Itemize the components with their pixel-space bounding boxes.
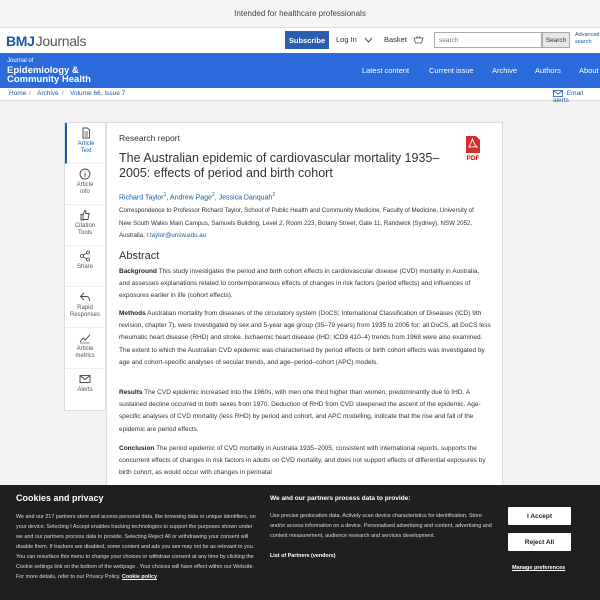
- logo-journals: Journals: [35, 32, 87, 49]
- journal-title-line1: Epidemiology &: [7, 65, 79, 76]
- tool-alerts[interactable]: [65, 369, 105, 410]
- article-type: Research report: [119, 133, 180, 143]
- tool-label: Citation: [74, 223, 96, 229]
- article-card: [106, 122, 503, 502]
- subscribe-button[interactable]: Subscribe: [285, 31, 329, 49]
- author-list: Richard Taylor$^1$, Andrew Page$^2$, Jessica Danquah$^2$: [119, 192, 276, 202]
- author-link[interactable]: Jessica Danquah: [218, 194, 273, 202]
- list-of-partners-link[interactable]: List of Partners (vendors): [270, 553, 336, 559]
- tool-label: metrics: [75, 352, 95, 359]
- nav-current-issue[interactable]: Current issue: [429, 66, 474, 75]
- author-link[interactable]: Richard Taylor: [119, 194, 164, 202]
- author-affiliation: 1: [163, 192, 167, 198]
- section-label: Background: [119, 268, 157, 275]
- tool-label: Article: [77, 141, 95, 147]
- journal-title[interactable]: [7, 57, 91, 84]
- login-button[interactable]: [336, 35, 373, 44]
- nav-archive[interactable]: Archive: [492, 66, 518, 75]
- tool-article-text[interactable]: [65, 123, 105, 164]
- breadcrumb-separator: /: [29, 90, 31, 97]
- advanced-search-line1: Advanced: [575, 32, 600, 38]
- tool-label: Rapid: [77, 305, 93, 311]
- cookie-body: We and our 217 partners store and access personal data, like browsing data or unique identifiers, on your device. Selecting I Accept enables tracking technologies to support the purposes shown under we and our partners process data to provide. Selecting Reject All or withdrawing your consent will disable them. If trackers are disabled, some content and ads you see may not be as relevant to you. You can resurface this menu to change your choices or withdraw consent at any time by clicking the Cookie settings link on the bottom of the webpage . Your choices will have effect within our Website. For more details, refer to our Privacy Policy.: [16, 514, 256, 580]
- cookie-text: [16, 512, 256, 582]
- tool-label: Share: [76, 264, 93, 270]
- abstract-heading: Abstract: [119, 250, 160, 262]
- pdf-download[interactable]: [465, 135, 481, 162]
- accept-button[interactable]: I Accept: [508, 507, 571, 525]
- basket-label: Basket: [384, 35, 407, 44]
- logo-bmj: BMJ: [6, 32, 35, 49]
- correspondence: [119, 205, 479, 243]
- breadcrumb: [0, 88, 600, 105]
- tool-article-info[interactable]: [65, 164, 105, 205]
- tool-label: Text: [80, 147, 92, 154]
- envelope-icon: [79, 373, 91, 385]
- manage-preferences-link[interactable]: Manage preferences: [512, 565, 566, 571]
- section-text: Australian mortality from diseases of the circulatory system (DoCS; International Classification of Diseases (ICD) 9th revision, chapter 7), were investigated by sex and 5-year age group (35–79 years) from 1935 to 2005 for: all DoCS, all DoCS less rheumatic heart disease (RHD) and stroke. Ischaemic heart disease (IHD; ICD9 410–4) trends from 1968 were also examined. The extent to which the Australian CVD epidemic was characterised by period effects or birth cohort effects was investigated by age and cohort-specific analyses of secular trends, and age–period–cohort (APC) models.: [119, 310, 491, 366]
- tool-share[interactable]: [65, 246, 105, 287]
- breadcrumb-home[interactable]: Home: [9, 90, 27, 97]
- thumbs-up-icon: [79, 209, 91, 221]
- pdf-icon: [465, 135, 481, 154]
- breadcrumb-separator: /: [62, 90, 64, 97]
- article-tools-sidebar: [64, 122, 106, 411]
- journal-title-line2: Community Health: [7, 74, 91, 85]
- section-label: Results: [119, 389, 143, 396]
- tool-label: info: [80, 188, 90, 195]
- reply-icon: [79, 291, 91, 303]
- article-title: The Australian epidemic of cardiovascular mortality 1935–2005: effects of period and birth cohort: [119, 151, 440, 180]
- abstract-background: [119, 266, 491, 303]
- journal-title-of: Journal of: [7, 58, 34, 64]
- info-icon: [79, 168, 91, 180]
- tool-article-metrics[interactable]: [65, 328, 105, 369]
- section-text: This study investigates the period and birth cohort effects in cardiovascular disease (CVD) mortality in Australia, and assesses explanations related to contemporaneous effects of changes in risk factors (period effects) and influences of exposures earlier in life (cohort effects).: [119, 268, 480, 300]
- envelope-icon: [553, 90, 563, 97]
- abstract-conclusion: [119, 443, 491, 480]
- pdf-label: PDF: [466, 155, 480, 162]
- tool-label: Article: [76, 346, 94, 352]
- basket-button[interactable]: [384, 35, 424, 45]
- hcp-notice: Intended for healthcare professionals: [234, 9, 366, 18]
- chart-icon: [79, 332, 91, 344]
- nav-about[interactable]: About: [579, 66, 599, 75]
- section-text: The period epidemic of CVD mortality in Australia 1935–2005, consistent with international reports, supports the concurrent effects of changes in risk factors in adults on CVD mortality, and does not support effects of differential exposures by birth cohort, as would occur with changes in perinatal: [119, 445, 486, 477]
- advanced-search-link[interactable]: [575, 32, 599, 46]
- search-input[interactable]: [434, 32, 542, 48]
- tool-label: Article: [76, 182, 94, 188]
- login-label: Log In: [336, 35, 357, 44]
- share-icon: [79, 250, 91, 262]
- author-affiliation: 2: [211, 192, 215, 198]
- reject-all-button[interactable]: Reject All: [508, 533, 571, 551]
- tool-label: Tools: [77, 229, 92, 236]
- document-icon: [80, 127, 92, 139]
- cookie-title: Cookies and privacy: [16, 493, 104, 503]
- nav-latest-content[interactable]: Latest content: [362, 66, 410, 75]
- correspondence-text: Correspondence to Professor Richard Taylor, School of Public Health and Community Medicine, Faculty of Medicine, University of New South Wales Main Campus, Samuels Building, Level 2, Room 223, Botany Street, Gate 11, Randwick (Sydney), NSW 2052, Australia;: [119, 207, 474, 239]
- author-link[interactable]: Andrew Page: [169, 194, 212, 202]
- email-alerts-link[interactable]: [553, 90, 600, 104]
- section-text: The CVD epidemic increased into the 1960s, with men one third higher than women, predominantly due to IHD. A sustained decline occurred in both sexes from 1970. Deduction of RHD from CVD steepened the ascent of the epidemic. Age-specific analyses of CVD mortality (less RHD) by period and cohort, and APC modelling, indicate that the rise and fall of the epidemic are period effects.: [119, 389, 481, 433]
- abstract-results: [119, 387, 491, 436]
- advanced-search-line2: search: [575, 39, 592, 45]
- partners-text: Use precise geolocation data. Actively scan device characteristics for identification. Store and/or access information on a device. Personalised advertising and content, advertising and content measurement, audience research and services development.: [270, 513, 492, 539]
- basket-icon: [413, 36, 424, 45]
- tool-label: Responses: [69, 311, 101, 318]
- section-label: Conclusion: [119, 445, 155, 452]
- tool-rapid-responses[interactable]: [65, 287, 105, 328]
- tool-label: Alerts: [77, 387, 93, 393]
- partners-title: We and our partners process data to provide:: [270, 495, 411, 502]
- breadcrumb-archive[interactable]: Archive: [37, 90, 59, 97]
- breadcrumb-issue[interactable]: Volume 66, Issue 7: [70, 90, 126, 97]
- author-email-link[interactable]: r.taylor@unsw.edu.au: [146, 232, 207, 239]
- tool-citation-tools[interactable]: [65, 205, 105, 246]
- bmj-journals-logo[interactable]: [6, 33, 86, 49]
- site-header: [0, 28, 600, 53]
- author-affiliation: 2: [272, 192, 276, 198]
- search-button[interactable]: Search: [542, 32, 570, 48]
- email-alerts-label: Email alerts: [553, 90, 584, 105]
- cookie-banner: [0, 485, 600, 600]
- chevron-down-icon: [364, 37, 373, 43]
- cookie-policy-link[interactable]: Cookie policy: [121, 574, 158, 580]
- journal-bar: [0, 53, 600, 88]
- section-label: Methods: [119, 310, 146, 317]
- hcp-notice-bar: [0, 0, 600, 28]
- abstract-methods: [119, 308, 491, 369]
- nav-authors[interactable]: Authors: [535, 66, 561, 75]
